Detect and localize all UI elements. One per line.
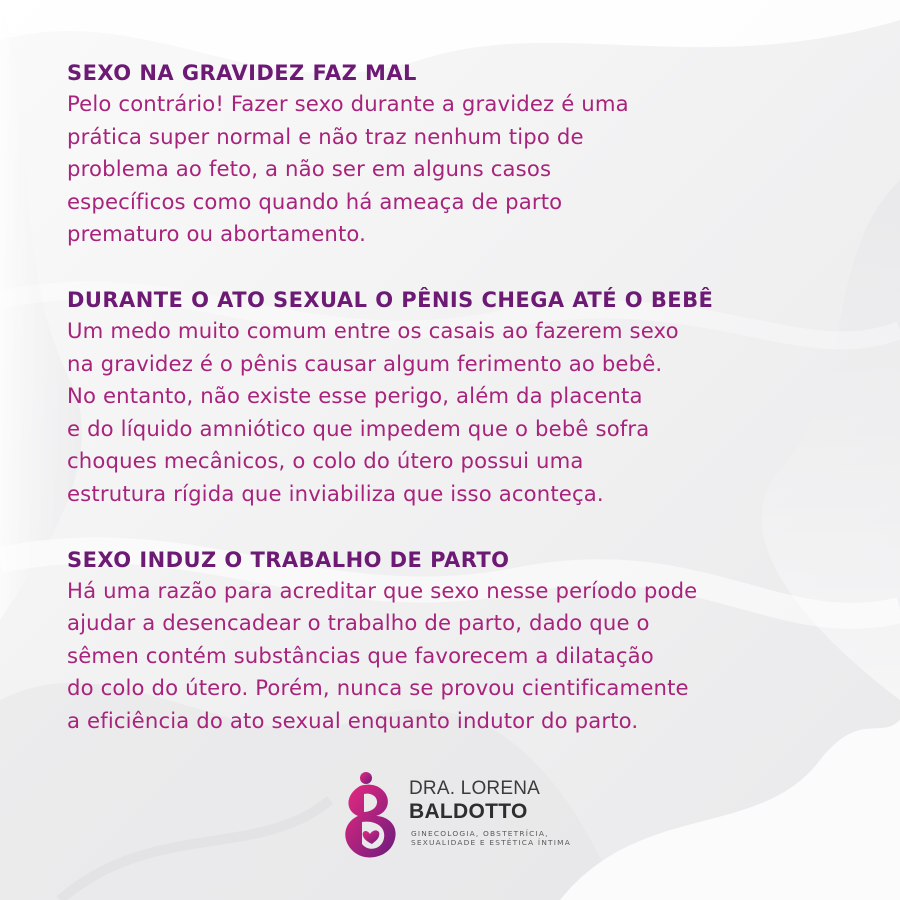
brand-name-line1: DRA. LORENA bbox=[409, 778, 541, 799]
paragraph-line: do colo do útero. Porém, nunca se provou cientificamente bbox=[67, 675, 689, 701]
brand-tagline-line2: SEXUALIDADE E ESTÉTICA ÍNTIMA bbox=[411, 838, 571, 847]
paragraph-line: e do líquido amniótico que impedem que o bebê sofra bbox=[67, 415, 650, 441]
section-heading: SEXO INDUZ O TRABALHO DE PARTO bbox=[67, 547, 510, 572]
article-content bbox=[67, 58, 887, 772]
paragraph-line: Um medo muito comum entre os casais ao fazerem sexo bbox=[67, 317, 679, 343]
brand-tagline-line1: GINECOLOGIA, OBSTETRÍCIA, bbox=[411, 829, 549, 838]
section-heading: DURANTE O ATO SEXUAL O PÊNIS CHEGA ATÉ O BEBÊ bbox=[67, 287, 714, 312]
paragraph-line: a eficiência do ato sexual enquanto indutor do parto. bbox=[67, 707, 639, 733]
paragraph-line: Há uma razão para acreditar que sexo nesse período pode bbox=[67, 577, 698, 603]
paragraph-line: ajudar a desencadear o trabalho de parto, dado que o bbox=[67, 610, 650, 636]
paragraph-line: prática super normal e não traz nenhum tipo de bbox=[67, 123, 584, 149]
paragraph-line: Pelo contrário! Fazer sexo durante a gravidez é uma bbox=[67, 91, 629, 116]
brand-logo bbox=[336, 770, 606, 870]
paragraph-line: problema ao feto, a não ser em alguns casos bbox=[67, 156, 552, 182]
section-penis-reaches-baby bbox=[67, 285, 887, 511]
paragraph-line: estrutura rígida que inviabiliza que isso aconteça. bbox=[67, 480, 604, 506]
paragraph-line: prematuro ou abortamento. bbox=[67, 221, 367, 247]
paragraph-line: choques mecânicos, o colo do útero possui uma bbox=[67, 448, 584, 474]
section-heading: SEXO NA GRAVIDEZ FAZ MAL bbox=[67, 61, 417, 85]
paragraph-line: No entanto, não existe esse perigo, além da placenta bbox=[67, 383, 643, 409]
brand-name-line2: BALDOTTO bbox=[409, 800, 528, 823]
paragraph-line: específicos como quando há ameaça de parto bbox=[67, 188, 563, 214]
pregnant-b-monogram-icon bbox=[336, 770, 406, 864]
paragraph-line: na gravidez é o pênis causar algum ferimento ao bebê. bbox=[67, 350, 663, 376]
section-sex-induces-labor bbox=[67, 545, 887, 738]
paragraph-line: sêmen contém substâncias que favorecem a dilatação bbox=[67, 642, 654, 668]
section-sex-in-pregnancy bbox=[67, 58, 887, 251]
